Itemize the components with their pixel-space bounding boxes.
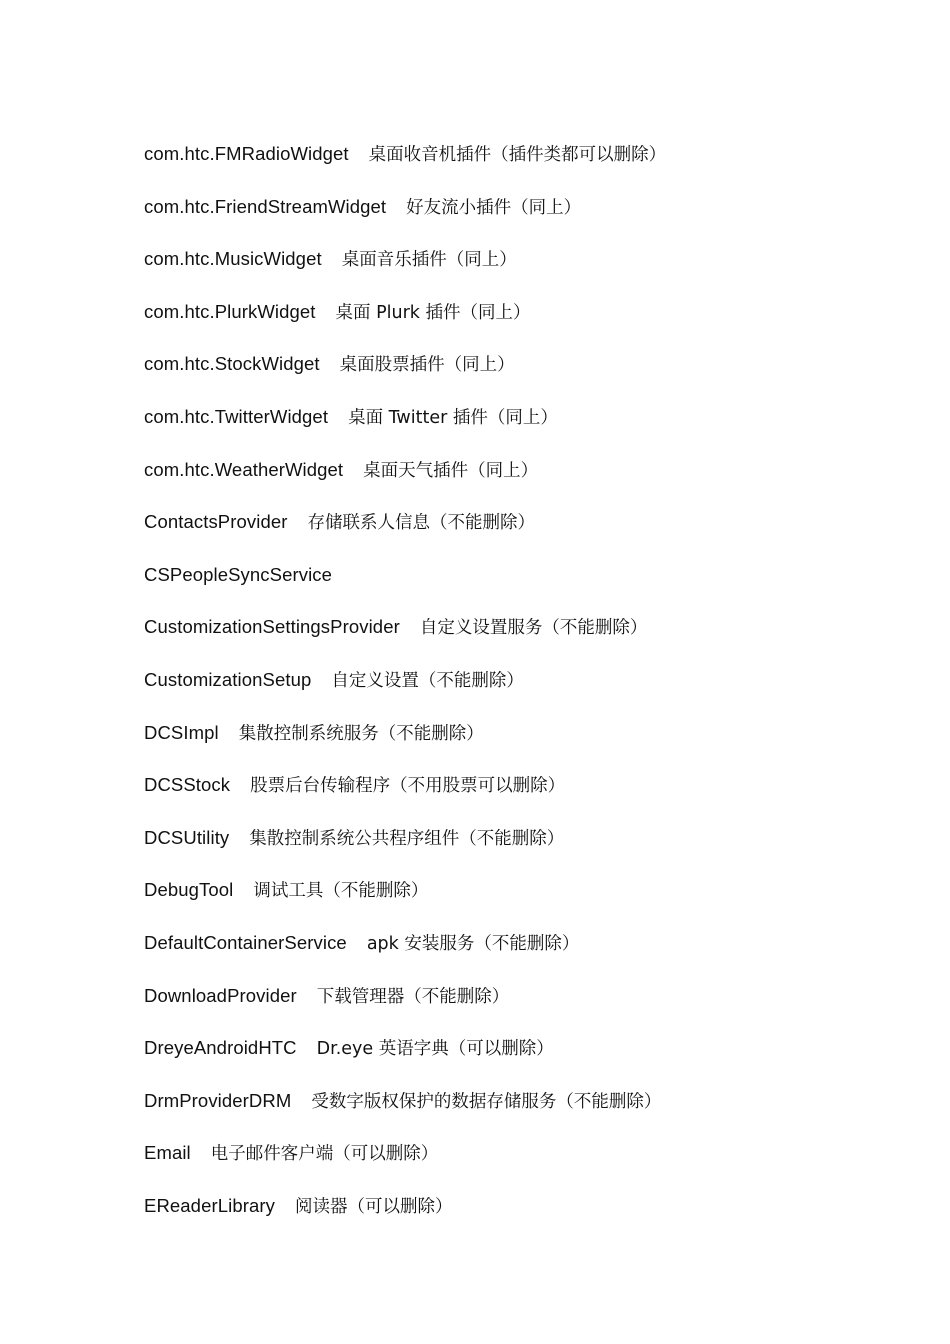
package-name: DrmProviderDRM bbox=[144, 1089, 292, 1111]
package-name: DebugTool bbox=[144, 879, 234, 901]
list-item bbox=[144, 561, 904, 614]
package-name: Email bbox=[144, 1142, 191, 1164]
list-item bbox=[144, 1192, 904, 1245]
list-item bbox=[144, 508, 904, 561]
package-description: 股票后台传输程序（不用股票可以删除） bbox=[250, 776, 566, 797]
list-item bbox=[144, 824, 904, 877]
package-name: DreyeAndroidHTC bbox=[144, 1037, 297, 1059]
list-item bbox=[144, 771, 904, 824]
package-description: Dr.eye 英语字典（可以删除） bbox=[316, 1039, 554, 1060]
package-description: 集散控制系统服务（不能删除） bbox=[238, 723, 484, 744]
package-description: 阅读器（可以删除） bbox=[294, 1196, 453, 1217]
list-item bbox=[144, 876, 904, 929]
package-name: com.htc.StockWidget bbox=[144, 353, 320, 375]
package-name: com.htc.FMRadioWidget bbox=[144, 143, 349, 164]
package-description: 存储联系人信息（不能删除） bbox=[307, 513, 535, 534]
package-name: EReaderLibrary bbox=[144, 1194, 275, 1216]
package-description: 桌面 Plurk 插件（同上） bbox=[335, 302, 531, 323]
list-item bbox=[144, 1087, 904, 1140]
package-description: 桌面天气插件（同上） bbox=[363, 460, 539, 481]
package-description: 电子邮件客户端（可以删除） bbox=[210, 1144, 439, 1165]
package-description: 自定义设置服务（不能删除） bbox=[419, 618, 648, 639]
package-name: com.htc.PlurkWidget bbox=[144, 300, 316, 322]
package-name: DCSStock bbox=[144, 774, 231, 796]
package-name: DCSUtility bbox=[144, 826, 230, 848]
package-name: com.htc.FriendStreamWidget bbox=[144, 195, 387, 217]
package-description: 桌面股票插件（同上） bbox=[339, 355, 515, 376]
list-item bbox=[144, 982, 904, 1035]
package-description: 好友流小插件（同上） bbox=[406, 197, 582, 218]
package-name: ContactsProvider bbox=[144, 511, 288, 533]
package-name: com.htc.TwitterWidget bbox=[144, 405, 329, 427]
package-name: CSPeopleSyncService bbox=[144, 563, 333, 585]
package-name: CustomizationSetup bbox=[144, 668, 312, 690]
app-package-list bbox=[144, 140, 904, 1244]
list-item bbox=[144, 403, 904, 456]
package-description: 桌面 Twitter 插件（同上） bbox=[348, 407, 558, 428]
package-name: com.htc.WeatherWidget bbox=[144, 458, 344, 480]
list-item bbox=[144, 245, 904, 298]
list-item bbox=[144, 666, 904, 719]
package-description: 下载管理器（不能删除） bbox=[316, 986, 510, 1007]
package-name: DownloadProvider bbox=[144, 984, 297, 1006]
list-item bbox=[144, 613, 904, 666]
package-description: 受数字版权保护的数据存储服务（不能删除） bbox=[311, 1091, 662, 1112]
package-name: CustomizationSettingsProvider bbox=[144, 616, 400, 638]
list-item bbox=[144, 193, 904, 246]
package-name: com.htc.MusicWidget bbox=[144, 248, 322, 270]
package-description: 桌面收音机插件（插件类都可以删除） bbox=[368, 145, 667, 165]
package-description: 自定义设置（不能删除） bbox=[331, 670, 524, 691]
list-item bbox=[144, 719, 904, 772]
list-item bbox=[144, 456, 904, 509]
package-description: 集散控制系统公共程序组件（不能删除） bbox=[249, 828, 565, 849]
package-name: DCSImpl bbox=[144, 721, 219, 743]
package-description: apk 安装服务（不能删除） bbox=[366, 933, 580, 954]
list-item bbox=[144, 140, 904, 193]
list-item bbox=[144, 1034, 904, 1087]
list-item bbox=[144, 350, 904, 403]
list-item bbox=[144, 298, 904, 351]
package-description: 桌面音乐插件（同上） bbox=[341, 250, 517, 271]
list-item bbox=[144, 1139, 904, 1192]
package-description: 调试工具（不能删除） bbox=[253, 881, 429, 902]
package-name: DefaultContainerService bbox=[144, 931, 347, 953]
list-item bbox=[144, 929, 904, 982]
